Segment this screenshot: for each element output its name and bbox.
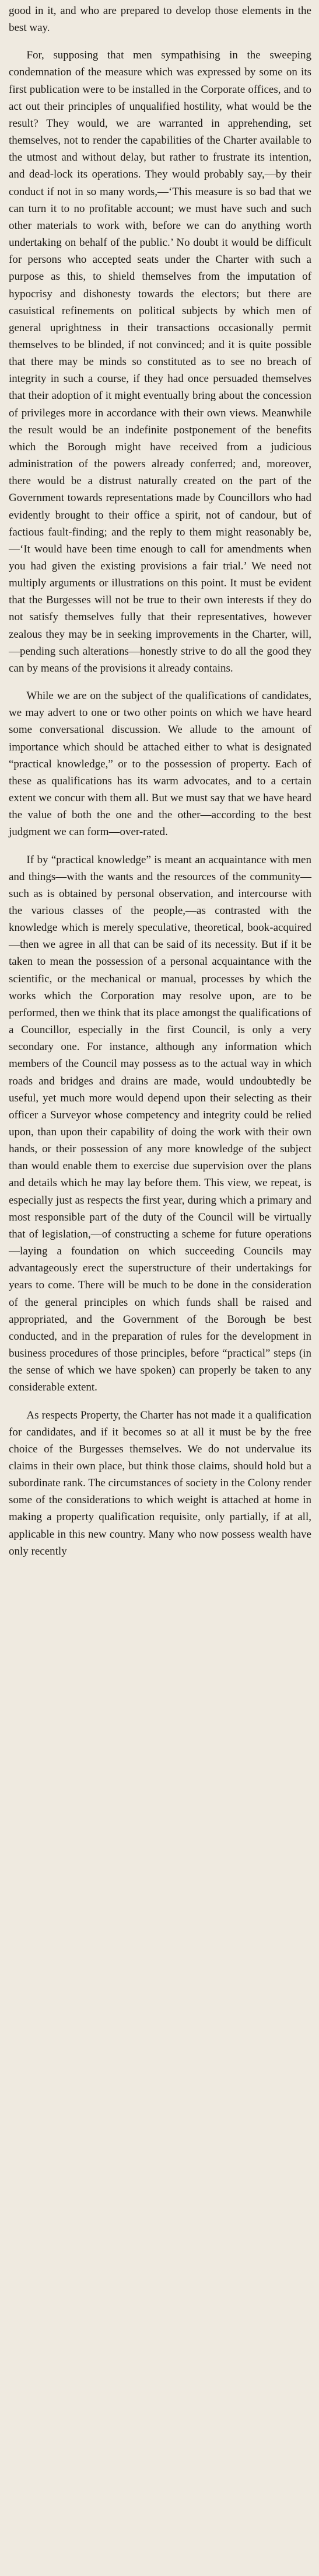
paragraph-property: As respects Property, the Charter has not made it a qualification for candidates, and if it becomes so at all it must be by the free choice of the Burgesses themselves. We do not undervalue its claims in their own place, but think those claims, should hold but a subordinate rank. The circumstances of society in the Colony render some of the considerations to which weight is attached at home in making a property qualification requisite, only partially, if at all, applicable in this new country. Many who now possess wealth have only recently: [9, 1409, 311, 1558]
paragraph-continued: good in it, and who are prepared to develop those elements in the best way.: [9, 5, 311, 34]
paragraph-practical-knowledge: If by “practical knowledge” is meant an acquaintance with men and things—with the wants and the resources of the community—such as is obtained by personal observation, and intercourse with the various classes of the people,—as contrasted with the knowledge which is merely speculative, theoretical, book-acquired—then we agree in all that can be said of its necessity. But if it be taken to mean the possession of a personal acquaintance with the scientific, or the mechanical or manual, processes by which the works which the Corporation may resolve upon, are to be performed, then we think that its place amongst the qualifications of a Councillor, especially in the first Council, is only a very secondary one. For instance, although any information which members of the Council may possess as to the actual way in which roads and bridges and drains are made, would undoubtedly be useful, yet much more would depend upon their selecting as their officer a Surveyor whose competency and integrity could be relied upon, than upon their capability of doing the work with their own hands, or their possession of any more knowledge of the subject than would enable them to exercise due supervision over the plans and details which he may lay before them. This view, we repeat, is especially just as respects the first year, during which a primary and most responsible part of the duty of the Council will be virtually that of legislation,—of constructing a scheme for future operations—laying a foundation on which succeeding Councils may advantageously erect the superstructure of their undertakings for years to come. There will be much to be done in the consideration of the general principles on which funds shall be raised and appropriated, and the Government of the Borough be best conducted, and in the preparation of rules for the development in business procedures of those principles, before “practical” steps (in the sense of which we have spoken) can properly be taken to any considerable extent.: [9, 853, 311, 1394]
paragraph-charter-hostility: For, supposing that men sympathising in the sweeping condemnation of the measure which was expressed by some on its first publication were to be installed in the Corporate offices, and to act out their principles of unqualified hostility, what would be the result? They would, we are warranted in apprehending, set themselves, not to render the capabilities of the Charter available to the utmost and without delay, but rather to frustrate its intention, and dead-lock its operations. They would probably say,—by their conduct if not in so many words,—‘This measure is so bad that we can turn it to no profitable account; we must have such and such other materials to work with, before we can do anything worth undertaking on behalf of the public.’ No doubt it would be difficult for persons who accepted seats under the Charter with such a purpose as this, to shield themselves from the imputation of hypocrisy and dishonesty towards the electors; but there are casuistical refinements on political subjects by which men of general uprightness in their transactions occasionally permit themselves to be blinded, if not convinced; and it is quite possible that there may be minds so constituted as to see no breach of integrity in such a course, if they had once persuaded themselves that their adoption of it might eventually bring about the concession of privileges more in accordance with their own views. Meanwhile the result would be an indefinite postponement of the benefits which the Borough might have received from a judicious administration of the powers already conferred; and, moreover, there would be a distrust naturally created on the part of the Government towards representations made by Councillors who had evidently brought to their office a spirit, not of candour, but of factious fault-finding; and the reply to them might reasonably be,—‘It would have been time enough to call for amendments when you had given the existing provisions a fair trial.’ We need not multiply arguments or illustrations on this point. It must be evident that the Burgesses will not be true to their own interests if they do not satisfy themselves fully that their representatives, however zealous they may be in seeking improvements in the Charter, will,—pending such alterations—honestly strive to do all the good they can by means of the provisions it already contains.: [9, 49, 311, 675]
paragraph-candidate-qualifications: While we are on the subject of the qualifications of candidates, we may advert to one or two other points on which we have heard some conversational discussion. We allude to the amount of importance which should be attached either to what is designated “practical knowledge,” or to the possession of property. Each of these as qualifications has its warm advocates, and to a certain extent we concur with them all. But we must say that we have heard the value of both the one and the other—according to the best judgment we can form—over-rated.: [9, 690, 311, 839]
